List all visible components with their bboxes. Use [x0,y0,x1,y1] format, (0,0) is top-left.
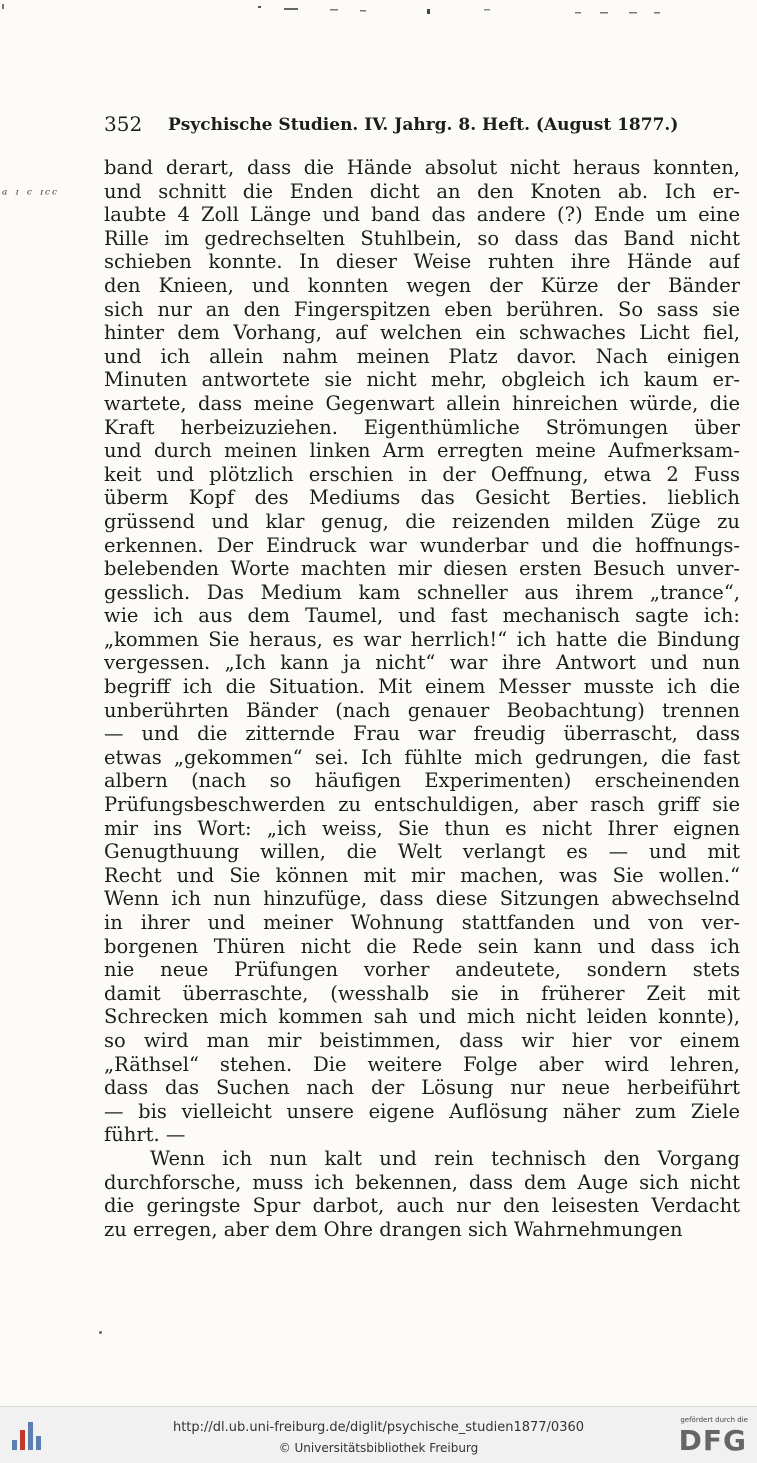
text-line: unberührten Bänder (nach genauer Beobachtung) trennen [104,698,740,722]
text-line: belebenden Worte machten mir diesen ersten Besuch unver- [104,557,740,581]
text-line: zu erregen, aber dem Ohre drangen sich Wahrnehmungen [104,1217,683,1241]
text-line: nie neue Prüfungen vorher andeutete, sondern stets [104,958,740,982]
text-line: wartete, dass meine Gegenwart allein hinreichen würde, die [104,391,740,415]
copyright-notice: © Universitätsbibliothek Freiburg [278,1441,479,1455]
text-line: führt. — [104,1123,186,1147]
text-line: Minuten antwortete sie nicht mehr, obgleich ich kaum er- [104,368,740,392]
text-line: begriff ich die Situation. Mit einem Messer musste ich die [104,675,740,699]
margin-annotation: ᵃ ᶦ ᶜ ᶦᶜᶜ [2,187,60,203]
text-line: erkennen. Der Eindruck war wunderbar und die hoffnungs- [104,533,740,557]
scan-speck [99,1331,102,1334]
text-line: mir ins Wort: „ich weiss, Sie thun es nicht Ihrer eignen [104,816,740,840]
text-line: — bis vielleicht unsere eigene Auflösung näher zum Ziele [104,1099,740,1123]
dfg-logo: DFG [678,1424,747,1457]
text-line: und durch meinen linken Arm erregten meine Aufmerksam- [104,439,740,463]
text-line: band derart, dass die Hände absolut nicht heraus konnten, [104,156,740,179]
text-line: dass das Suchen nach der Lösung nur neue herbeiführt [104,1076,740,1100]
text-line: hinter dem Vorhang, auf welchen ein schwaches Licht fiel, [104,321,740,345]
funding-note: gefördert durch die [680,1416,748,1424]
text-line: Schrecken mich kommen sah und mich nicht leiden konnte), [104,1005,740,1029]
text-line: sich nur an den Fingerspitzen eben berühren. So sass sie [104,297,740,321]
text-line: damit überraschte, (wesshalb sie in früherer Zeit mit [104,981,740,1005]
text-line: „Räthsel“ stehen. Die weitere Folge aber wird lehren, [104,1052,740,1076]
text-line: gesslich. Das Medium kam schneller aus ihrem „trance“, [104,580,740,604]
running-title: Psychische Studien. IV. Jahrg. 8. Heft. (August 1877.) [168,115,679,135]
text-line: Wenn ich nun kalt und rein technisch den Vorgang [150,1146,740,1170]
viewer-footer [0,1406,757,1463]
text-line: die geringste Spur darbot, auch nur den leisesten Verdacht [104,1194,740,1218]
text-line: durchforsche, muss ich bekennen, dass dem Auge sich nicht [104,1170,740,1194]
text-line: borgenen Thüren nicht die Rede sein kann und dass ich [104,934,740,958]
text-line: überm Kopf des Mediums das Gesicht Berties. lieblich [104,486,740,510]
text-line: „kommen Sie heraus, es war herrlich!“ ich hatte die Bindung [104,627,740,651]
text-line: Prüfungsbeschwerden zu entschuldigen, aber rasch griff sie [104,793,740,817]
text-line: und ich allein nahm meinen Platz davor. Nach einigen [104,344,740,368]
text-line: den Knieen, und konnten wegen der Kürze der Bänder [104,273,740,297]
text-line: Rille im gedrechselten Stuhlbein, so dass das Band nicht [104,226,740,250]
text-line: albern (nach so häufigen Experimenten) erscheinenden [104,769,740,793]
text-line: — und die zitternde Frau war freudig überrascht, dass [104,722,740,746]
body-text [104,156,740,1241]
text-line: keit und plötzlich erschien in der Oeffnung, etwa 2 Fuss [104,462,740,486]
text-line: und schnitt die Enden dicht an den Knoten ab. Ich er- [104,179,740,203]
text-line: vergessen. „Ich kann ja nicht“ war ihre Antwort und nun [104,651,740,675]
scan-specks [0,0,757,20]
text-line: in ihrer und meiner Wohnung stattfanden und von ver- [104,911,740,934]
permalink-url[interactable]: http://dl.ub.uni-freiburg.de/diglit/psychische_studien1877/0360 [172,1420,585,1435]
text-line: Recht und Sie können mit mir machen, was Sie wollen.“ [104,863,740,887]
page-number: 352 [104,112,143,136]
text-line: Wenn ich nun hinzufüge, dass diese Sitzungen abwechselnd [104,887,740,911]
text-line: Kraft herbeizuziehen. Eigenthümliche Strömungen über [104,415,740,439]
text-line: wie ich aus dem Taumel, und fast mechanisch sagte ich: [104,604,740,628]
text-line: Genugthuung willen, die Welt verlangt es — und mit [104,840,740,864]
text-line: etwas „gekommen“ sei. Ich fühlte mich gedrungen, die fast [104,745,740,769]
running-header [104,112,744,138]
text-line: grüssend und klar genug, die reizenden milden Züge zu [104,509,740,533]
text-line: schieben konnte. In dieser Weise ruhten ihre Hände auf [104,250,740,274]
text-line: laubte 4 Zoll Länge und band das andere (?) Ende um eine [104,203,740,227]
text-line: so wird man mir beistimmen, dass wir hier vor einem [104,1028,740,1052]
